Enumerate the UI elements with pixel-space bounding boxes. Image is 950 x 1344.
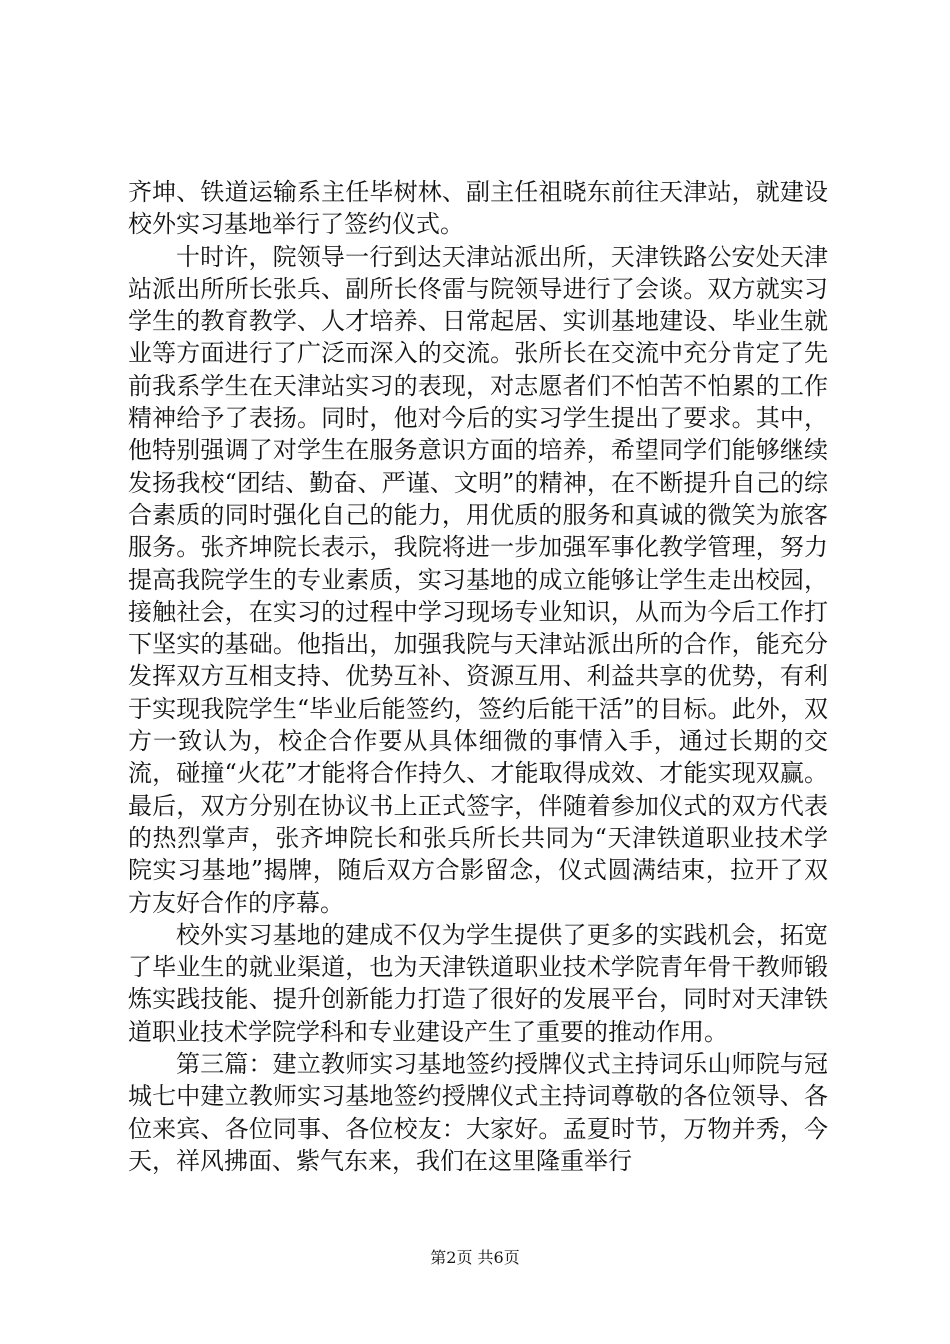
paragraph-meeting: 十时许，院领导一行到达天津站派出所，天津铁路公安处天津站派出所所长张兵、副所长佟雷与院领导进行了会谈。双方就实习学生的教育教学、人才培养、日常起居、实训基地建设、毕业生就业等方面进行了广泛而深入的交流。张所长在交流中充分肯定了先前我系学生在天津站实习的表现，对志愿者们不怕苦不怕累的工作精神给予了表扬。同时，他对今后的实习学生提出了要求。其中，他特别强调了对学生在服务意识方面的培养，希望同学们能够继续发扬我校“团结、勤奋、严谨、文明”的精神，在不断提升自己的综合素质的同时强化自己的能力，用优质的服务和真诚的微笑为旅客服务。张齐坤院长表示，我院将进一步加强军事化教学管理，努力提高我院学生的专业素质，实习基地的成立能够让学生走出校园，接触社会，在实习的过程中学习现场专业知识，从而为今后工作打下坚实的基础。他指出，加强我院与天津站派出所的合作，能充分发挥双方互相支持、优势互补、资源互用、利益共享的优势，有利于实现我院学生“毕业后能签约，签约后能干活”的目标。此外，双方一致认为，校企合作要从具体细微的事情入手，通过长期的交流，碰撞“火花”才能将合作持久、才能取得成效、才能实现双赢。最后，双方分别在协议书上正式签字，伴随着参加仪式的双方代表的热烈掌声，张齐坤院长和张兵所长共同为“天津铁道职业技术学院实习基地”揭牌，随后双方合影留念，仪式圆满结束，拉开了双方友好合作的序幕。 bbox=[128, 242, 828, 917]
paragraph-continuation: 齐坤、铁道运输系主任毕树林、副主任祖晓东前往天津站，就建设校外实习基地举行了签约仪式。 bbox=[128, 178, 828, 239]
document-body bbox=[128, 176, 828, 1177]
page-footer: 第2页 共6页 bbox=[430, 1248, 520, 1267]
paragraph-third-article: 第三篇：建立教师实习基地签约授牌仪式主持词乐山师院与冠城七中建立教师实习基地签约授牌仪式主持词尊敬的各位领导、各位来宾、各位同事、各位校友：大家好。孟夏时节，万物并秀，今天，祥风拂面、紫气东来，我们在这里隆重举行 bbox=[128, 1050, 828, 1175]
paragraph-significance: 校外实习基地的建成不仅为学生提供了更多的实践机会，拓宽了毕业生的就业渠道，也为天津铁道职业技术学院青年骨干教师锻炼实践技能、提升创新能力打造了很好的发展平台，同时对天津铁道职业技术学院学科和专业建设产生了重要的推动作用。 bbox=[128, 920, 828, 1046]
